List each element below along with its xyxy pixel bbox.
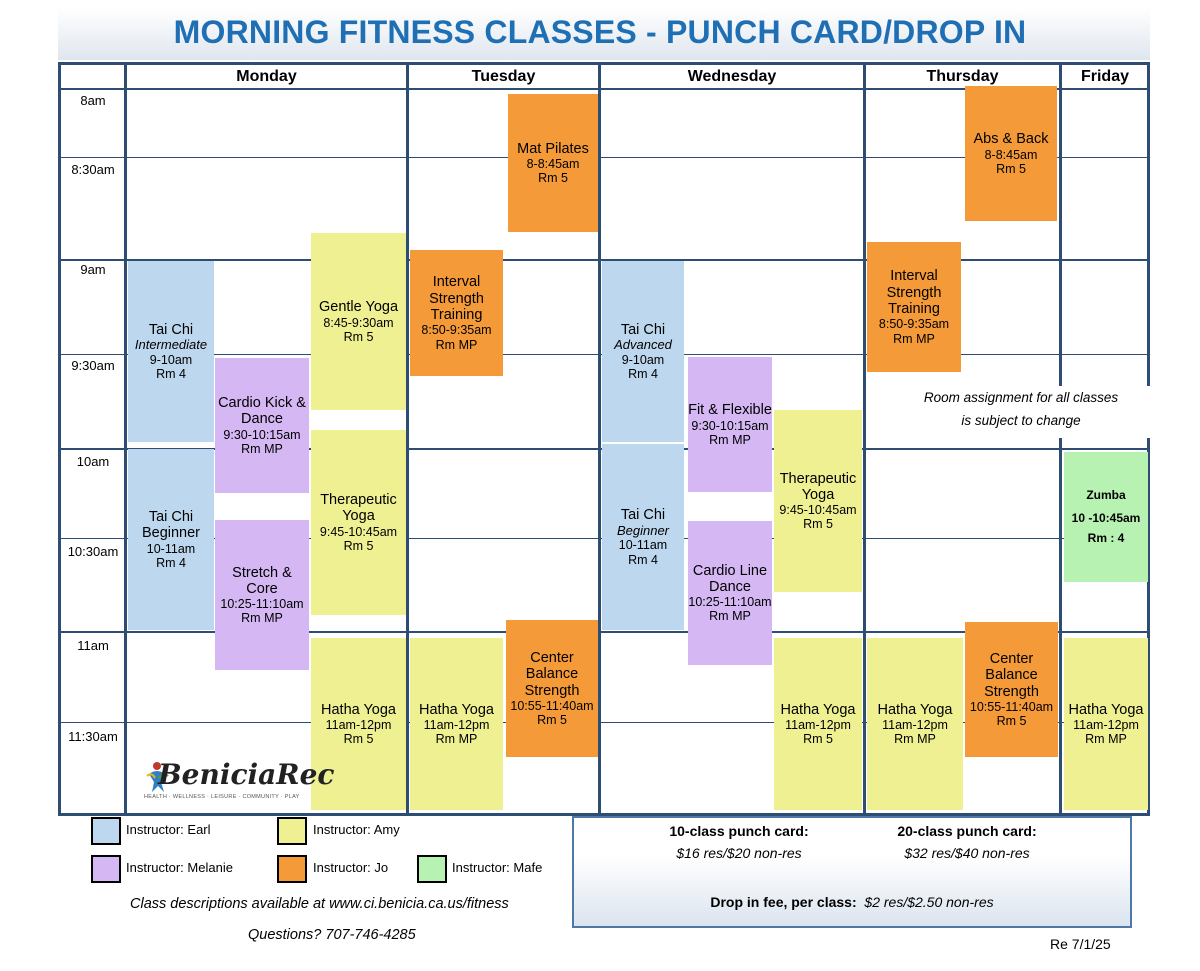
class-time: 9-10am	[621, 352, 665, 367]
class-block-gentle-yoga[interactable]	[311, 233, 406, 410]
class-name: Abs & Back	[973, 131, 1049, 148]
class-name: Interval Strength Training	[429, 274, 484, 324]
class-time: 11am-12pm	[882, 718, 948, 733]
logo-tagline: HEALTH · WELLNESS · LEISURE · COMMUNITY · PLAY	[144, 794, 300, 800]
ten-class-card	[614, 820, 864, 864]
class-room: Rm 5	[343, 732, 374, 747]
time-label: 8:30am	[71, 162, 115, 177]
class-name: Gentle Yoga	[318, 299, 399, 316]
class-name: Fit & Flexible	[688, 402, 772, 419]
class-block-hatha-yoga[interactable]	[867, 638, 963, 810]
class-block-hatha-yoga[interactable]	[774, 638, 862, 810]
class-time: 10:55-11:40am	[510, 698, 594, 713]
class-block-therapeutic-yoga[interactable]	[774, 410, 862, 592]
class-room: Rm MP	[893, 331, 935, 346]
day-tuesday: Tuesday	[471, 68, 536, 85]
logo-wordmark: BeniciaRec	[158, 758, 335, 791]
class-time: 11am-12pm	[423, 718, 490, 733]
time-label: 11am	[77, 638, 109, 653]
class-time: 9:30-10:15am	[223, 427, 301, 442]
class-room: Rm MP	[241, 441, 283, 456]
class-room: Rm 4	[156, 555, 186, 570]
class-block-fit-flexible[interactable]	[688, 357, 772, 492]
class-room: Rm : 4	[1087, 530, 1125, 545]
class-block-interval-strength[interactable]	[867, 242, 961, 372]
class-room: Rm 5	[343, 329, 374, 344]
class-name: Hatha Yoga	[419, 701, 494, 718]
class-name: Center Balance Strength	[984, 650, 1039, 700]
class-room: Rm 5	[538, 171, 568, 186]
class-time: 9-10am	[149, 352, 193, 367]
drop-in-fee	[572, 894, 1132, 910]
legend-label-mafe: Instructor: Mafe	[452, 860, 543, 875]
twenty-class-price: $32 res/$40 non-res	[904, 845, 1030, 861]
time-label: 10:30am	[67, 544, 119, 559]
class-block-hatha-yoga[interactable]	[410, 638, 503, 810]
class-name: Therapeutic Yoga	[320, 492, 397, 525]
ten-class-price: $16 res/$20 non-res	[676, 845, 802, 861]
class-room: Rm 4	[156, 367, 186, 382]
class-room: Rm 5	[537, 713, 567, 728]
class-name: Cardio Kick & Dance	[218, 395, 306, 428]
class-time: 8:50-9:35am	[421, 323, 492, 338]
class-block-center-balance-strength[interactable]	[506, 620, 598, 757]
room-assignment-note	[888, 386, 1154, 438]
day-monday: Monday	[236, 68, 297, 85]
legend-swatch-jo	[277, 855, 307, 883]
class-name: Hatha Yoga	[780, 701, 856, 718]
class-block-stretch-core[interactable]	[215, 520, 309, 670]
class-name: Center Balance Strength	[524, 649, 580, 699]
legend-swatch-earl	[91, 817, 121, 845]
class-room: Rm MP	[709, 432, 751, 447]
class-name: Tai Chi	[620, 507, 666, 524]
class-time: 9:45-10:45am	[779, 503, 857, 518]
col-line	[406, 62, 409, 816]
class-name: Tai Chi	[148, 321, 194, 338]
legend-label-melanie: Instructor: Melanie	[126, 860, 233, 875]
revision-date: Re 7/1/25	[1050, 936, 1111, 952]
drop-in-label: Drop in fee, per class:	[710, 894, 857, 910]
class-block-hatha-yoga[interactable]	[1064, 638, 1148, 810]
drop-in-price: $2 res/$2.50 non-res	[864, 894, 994, 910]
class-room: Rm 5	[996, 714, 1027, 729]
class-room: Rm 4	[628, 552, 658, 567]
class-block-tai-chi-beginner[interactable]	[602, 444, 684, 630]
col-line	[1059, 62, 1062, 816]
time-label: 8am	[80, 93, 106, 108]
note-line: is subject to change	[961, 413, 1081, 428]
class-block-abs-back[interactable]	[965, 86, 1057, 221]
class-time: 10-11am	[146, 541, 196, 556]
class-time: 10:55-11:40am	[969, 699, 1054, 714]
class-level: Beginner	[616, 522, 670, 538]
note-line: Room assignment for all classes	[923, 390, 1119, 405]
class-name: Hatha Yoga	[321, 701, 396, 718]
class-name: Mat Pilates	[517, 140, 589, 157]
class-time: 11am-12pm	[1073, 718, 1139, 733]
twenty-class-card	[842, 820, 1092, 864]
class-name: Tai Chi	[620, 321, 666, 338]
class-name: Interval Strength Training	[886, 268, 942, 318]
class-room: Rm MP	[435, 337, 478, 352]
class-block-center-balance-strength[interactable]	[965, 622, 1058, 757]
time-label: 10am	[76, 454, 110, 469]
class-name: Cardio Line Dance	[692, 562, 768, 595]
class-time: 9:45-10:45am	[319, 524, 398, 539]
class-name: Zumba	[1086, 487, 1126, 502]
class-name: Tai Chi Beginner	[141, 509, 201, 542]
class-block-zumba[interactable]	[1064, 452, 1148, 582]
class-room: Rm MP	[435, 732, 478, 747]
class-block-mat-pilates[interactable]	[508, 94, 598, 232]
legend-swatch-mafe	[417, 855, 447, 883]
class-name: Stretch & Core	[232, 564, 292, 597]
col-line	[863, 62, 866, 816]
class-room: Rm 4	[628, 367, 658, 382]
class-room: Rm MP	[241, 611, 283, 626]
class-level: Advanced	[614, 337, 672, 353]
class-level: Intermediate	[134, 337, 208, 353]
class-room: Rm MP	[1085, 732, 1127, 747]
class-block-therapeutic-yoga[interactable]	[311, 430, 406, 615]
col-line	[124, 62, 127, 816]
questions-phone-text: Questions? 707-746-4285	[248, 927, 416, 943]
legend-swatch-amy	[277, 817, 307, 845]
class-name: Hatha Yoga	[877, 701, 953, 718]
class-time: 10 -10:45am	[1071, 511, 1141, 526]
class-block-tai-chi-beginner[interactable]	[128, 449, 214, 630]
beniciarec-logo	[142, 758, 335, 804]
class-time: 10:25-11:10am	[220, 597, 304, 612]
ten-class-label: 10-class punch card:	[669, 823, 809, 839]
class-block-cardio-line-dance[interactable]	[688, 521, 772, 665]
class-block-interval-strength[interactable]	[410, 250, 503, 376]
class-time: 11am-12pm	[325, 718, 392, 733]
class-block-cardio-kick-dance[interactable]	[215, 358, 309, 493]
class-room: Rm 5	[343, 538, 374, 553]
class-block-tai-chi-intermediate[interactable]	[128, 261, 214, 442]
class-room: Rm MP	[709, 609, 751, 624]
class-name: Hatha Yoga	[1068, 701, 1144, 718]
class-name: Therapeutic Yoga	[779, 470, 857, 503]
class-time: 8:50-9:35am	[878, 317, 950, 332]
class-block-tai-chi-advanced[interactable]	[602, 261, 684, 442]
day-wednesday: Wednesday	[687, 68, 777, 85]
class-time: 10-11am	[618, 538, 668, 553]
class-room: Rm 5	[803, 517, 833, 532]
class-time: 8-8:45am	[984, 147, 1038, 162]
twenty-class-label: 20-class punch card:	[897, 823, 1037, 839]
class-room: Rm MP	[894, 732, 936, 747]
legend-label-amy: Instructor: Amy	[313, 822, 400, 837]
col-line	[598, 62, 601, 816]
legend-swatch-melanie	[91, 855, 121, 883]
time-label: 9:30am	[71, 358, 115, 373]
time-label: 9am	[80, 262, 106, 277]
class-time: 11am-12pm	[785, 718, 851, 733]
class-time: 10:25-11:10am	[688, 595, 772, 610]
time-label: 11:30am	[68, 729, 118, 744]
day-thursday: Thursday	[926, 68, 999, 85]
legend-label-earl: Instructor: Earl	[126, 822, 211, 837]
class-room: Rm 5	[996, 161, 1026, 176]
class-descriptions-text: Class descriptions available at www.ci.benicia.ca.us/fitness	[130, 896, 509, 912]
day-friday: Friday	[1080, 68, 1129, 85]
class-time: 8-8:45am	[526, 157, 580, 172]
class-room: Rm 5	[803, 732, 833, 747]
page-title: MORNING FITNESS CLASSES - PUNCH CARD/DROP IN	[173, 14, 1027, 50]
class-time: 8:45-9:30am	[323, 315, 394, 330]
legend-label-jo: Instructor: Jo	[313, 860, 389, 875]
class-time: 9:30-10:15am	[691, 418, 769, 433]
